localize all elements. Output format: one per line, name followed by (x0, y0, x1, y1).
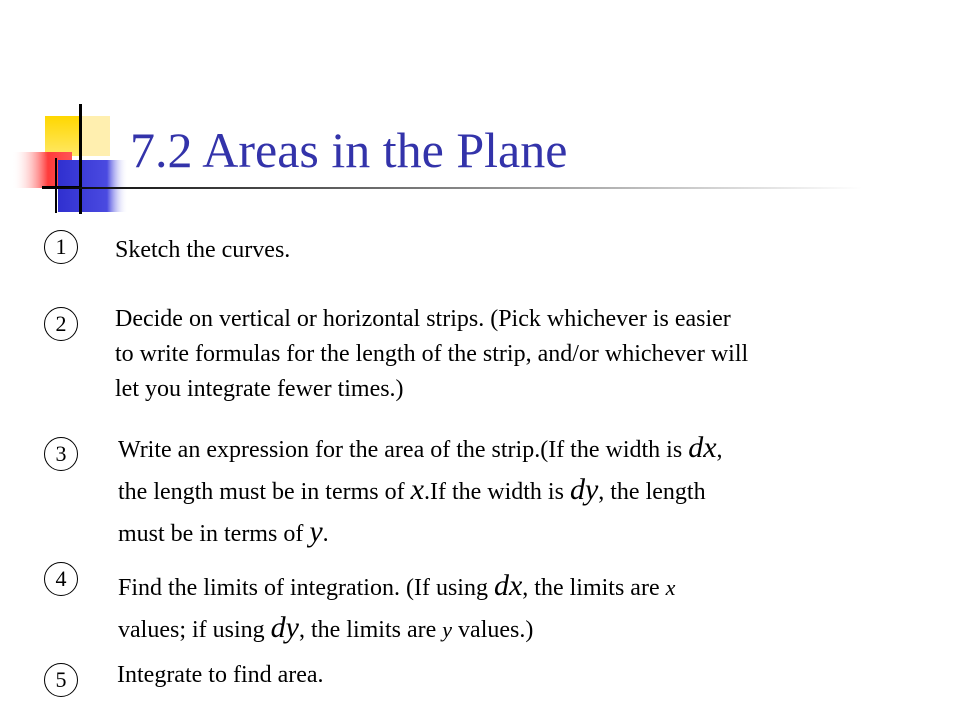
step-3-text (118, 428, 723, 554)
title-divider (42, 187, 862, 189)
step-1-text (115, 233, 290, 268)
math-dy: dy (270, 611, 299, 644)
math-dx: dx (688, 431, 717, 464)
step-number-circle-1: 1 (44, 230, 78, 264)
math-dy: dy (569, 473, 599, 506)
step-number-circle-5: 5 (44, 663, 78, 697)
step-3-line-1: Write an expression for the area of the strip.(If the width is dx, (118, 431, 723, 464)
step-2-text (115, 302, 748, 407)
step-4-text (118, 566, 675, 650)
step-2-line-1: Decide on vertical or horizontal strips. (Pick whichever is easier (115, 306, 731, 332)
math-y: y (309, 515, 323, 548)
math-dx: dx (493, 569, 523, 602)
step-4-line-1: Find the limits of integration. (If using dx, the limits are x (118, 569, 676, 602)
math-y: y (442, 617, 453, 642)
step-3-line-2: the length must be in terms of x.If the width is dy, the length (118, 473, 706, 506)
math-x: x (410, 473, 424, 506)
step-4-line-2: values; if using dy, the limits are y values.) (118, 611, 534, 644)
slide-title: 7.2 Areas in the Plane (130, 122, 568, 178)
step-number-circle-2: 2 (44, 307, 78, 341)
step-3-line-3: must be in terms of y. (118, 515, 329, 548)
step-number-circle-4: 4 (44, 562, 78, 596)
step-number-circle-3: 3 (44, 437, 78, 471)
step-5-text (117, 658, 324, 693)
math-x: x (665, 575, 676, 600)
step-5-line-1: Integrate to find area. (117, 662, 324, 688)
step-2-line-3: let you integrate fewer times.) (115, 376, 404, 402)
step-2-line-2: to write formulas for the length of the strip, and/or whichever will (115, 341, 749, 367)
step-1-line-1: Sketch the curves. (115, 237, 291, 263)
